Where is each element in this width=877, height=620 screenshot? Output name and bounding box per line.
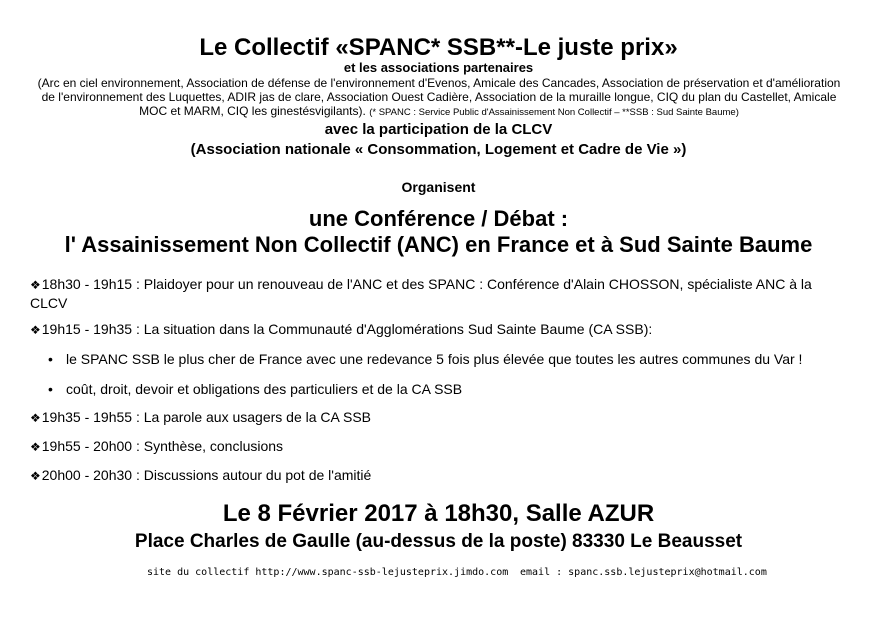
bullet-icon: • — [48, 381, 53, 397]
associations-list — [30, 76, 848, 120]
diamond-icon: ❖ — [30, 323, 41, 337]
program-item — [30, 466, 850, 485]
event-date: Le 8 Février 2017 à 18h30, Salle AZUR — [222, 500, 655, 527]
footer-site: site du collectif http://www.spanc-ssb-lejusteprix.jimdo.com — [147, 567, 509, 578]
program-item-text: 19h15 - 19h35 : La situation dans la Communauté d'Agglomérations Sud Sainte Baume (CA SSB): — [41, 321, 653, 337]
associations-text: (Arc en ciel environnement, Association de défense de l'environnement d'Evenos, Amicale des Cancades, Association de préservation et d'amélioration de l'environnement des Luquettes, ADIR jas de clare, Association Ouest Cadière, Association de la muraille longue, CIQ du plan du Castellet, Amicale MOC et MARM, CIQ les ginestésvigilants). — [37, 76, 841, 118]
organisent-label: Organisent — [401, 179, 476, 195]
sub-bullet-item — [48, 380, 848, 398]
sub-bullet-text: le SPANC SSB le plus cher de France avec une redevance 5 fois plus élevée que toutes les autres communes du Var ! — [66, 351, 803, 367]
acronym-footnote: (* SPANC : Service Public d'Assainissement Non Collectif – **SSB : Sud Sainte Baume) — [369, 107, 739, 118]
diamond-icon: ❖ — [30, 411, 41, 425]
diamond-icon: ❖ — [30, 469, 41, 483]
conference-title: une Conférence / Débat : — [308, 206, 569, 231]
program-item-text: 19h35 - 19h55 : La parole aux usagers de la CA SSB — [41, 409, 371, 425]
program-item-text: 18h30 - 19h15 : Plaidoyer pour un renouveau de l'ANC et des SPANC : Conférence d'Alain CHOSSON, spécialiste ANC à la CLCV — [30, 276, 812, 311]
diamond-icon: ❖ — [30, 440, 41, 454]
program-item — [30, 275, 850, 312]
diamond-icon: ❖ — [30, 278, 41, 292]
sub-bullet-item — [48, 350, 848, 368]
clcv-line: (Association nationale « Consommation, Logement et Cadre de Vie ») — [190, 141, 687, 158]
conference-subject: l' Assainissement Non Collectif (ANC) en France et à Sud Sainte Baume — [64, 232, 813, 257]
sub-bullet-text: coût, droit, devoir et obligations des particuliers et de la CA SSB — [66, 381, 463, 397]
program-item-text: 20h00 - 20h30 : Discussions autour du pot de l'amitié — [41, 467, 372, 483]
participation-line: avec la participation de la CLCV — [324, 121, 553, 138]
footer-email: email : spanc.ssb.lejusteprix@hotmail.com — [520, 567, 767, 578]
program-item — [30, 437, 850, 456]
participation-block — [0, 120, 877, 160]
bullet-icon: • — [48, 351, 53, 367]
program-item — [30, 408, 850, 427]
partners-subtitle: et les associations partenaires — [343, 60, 534, 75]
event-place: Place Charles de Gaulle (au-dessus de la poste) 83330 Le Beausset — [134, 531, 743, 552]
flyer-title: Le Collectif «SPANC* SSB**-Le juste prix» — [199, 34, 678, 61]
program-item-text: 19h55 - 20h00 : Synthèse, conclusions — [41, 438, 284, 454]
program-item — [30, 320, 850, 339]
